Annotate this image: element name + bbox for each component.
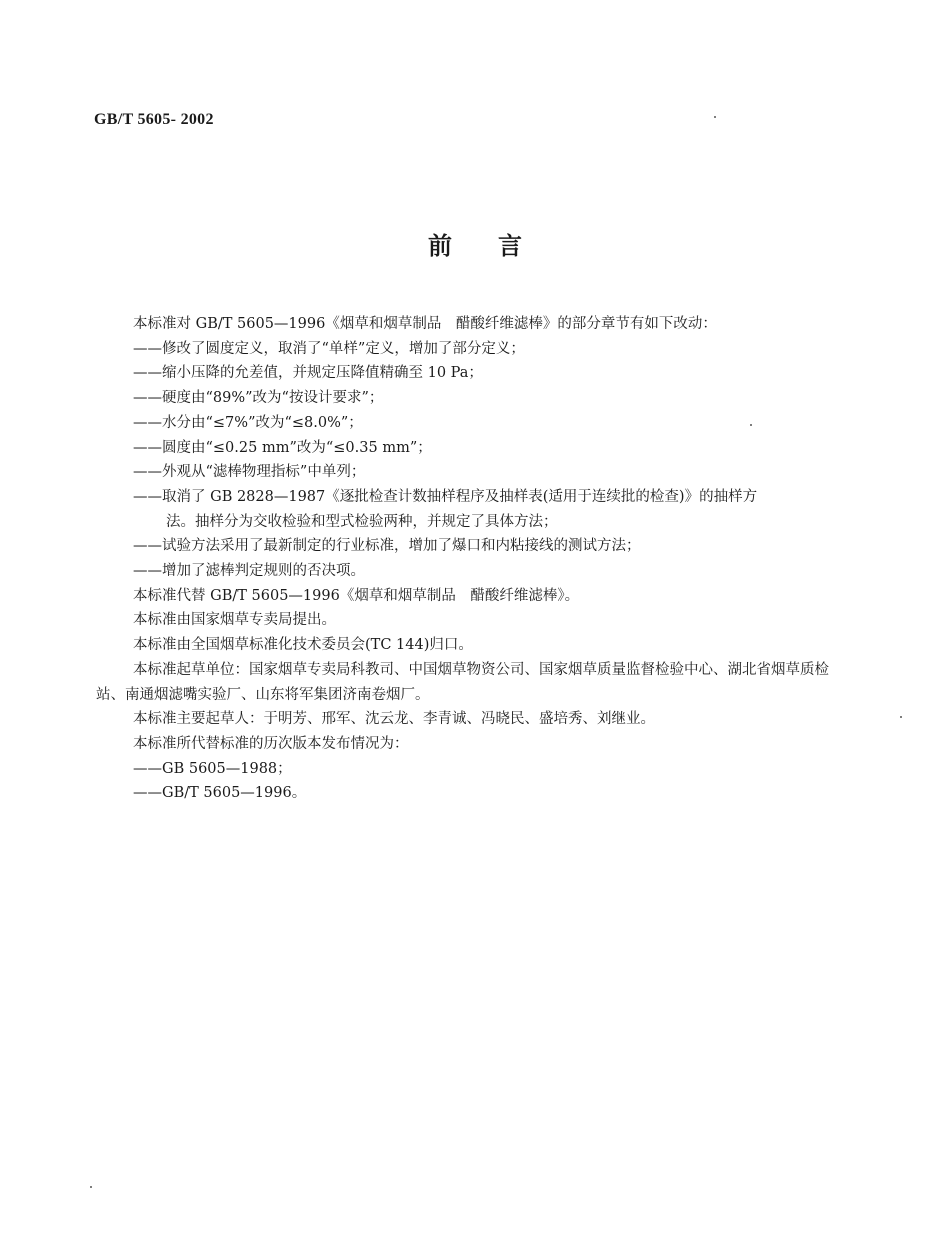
paragraph-intro: 本标准对 GB/T 5605—1996《烟草和烟草制品 醋酸纤维滤棒》的部分章节有如下改动： [133, 316, 717, 332]
list-item: ——试验方法采用了最新制定的行业标准，增加了爆口和内粘接线的测试方法； [133, 538, 641, 555]
list-item: ——圆度由“≤0.25 mm”改为“≤0.35 mm”； [133, 439, 432, 456]
preface-body [96, 312, 846, 806]
scan-speck [714, 116, 716, 118]
list-item: ——水分由“≤7%”改为“≤8.0%”； [133, 414, 363, 431]
list-item: ——取消了 GB 2828—1987《逐批检查计数抽样程序及抽样表(适用于连续批的检查)》的抽样方 [133, 488, 758, 505]
list-item: ——外观从“滤棒物理指标”中单列； [133, 464, 366, 481]
paragraph-replaces: 本标准代替 GB/T 5605—1996《烟草和烟草制品 醋酸纤维滤棒》。 [133, 587, 580, 604]
scan-speck [900, 716, 902, 718]
list-item: ——硬度由“89%”改为“按设计要求”； [133, 390, 384, 407]
list-item: ——GB 5605—1988； [133, 760, 292, 777]
paragraph-proposed-by: 本标准由国家烟草专卖局提出。 [133, 612, 336, 629]
scan-speck [750, 424, 752, 426]
page-title [0, 226, 950, 261]
title-char-1: 前 [428, 232, 452, 260]
list-item: ——修改了圆度定义，取消了“单样”定义，增加了部分定义； [133, 340, 525, 357]
paragraph-drafting-units: 本标准起草单位：国家烟草专卖局科教司、中国烟草物资公司、国家烟草质量监督检验中心、湖北省烟草质检站、南通烟滤嘴实验厂、山东将军集团济南卷烟厂。 [96, 661, 829, 703]
title-char-2: 言 [498, 232, 522, 260]
paragraph-drafters: 本标准主要起草人：于明芳、邢军、沈云龙、李青诚、冯晓民、盛培秀、刘继业。 [133, 711, 655, 728]
list-item: ——增加了滤棒判定规则的否决项。 [133, 563, 365, 580]
list-item: ——GB/T 5605—1996。 [133, 785, 307, 802]
list-item-continuation: 法。抽样分为交收检验和型式检验两种，并规定了具体方法； [166, 513, 558, 530]
standard-code: GB/T 5605- 2002 [94, 111, 214, 128]
list-item: ——缩小压降的允差值，并规定压降值精确至 10 Pa； [133, 365, 483, 382]
paragraph-history: 本标准所代替标准的历次版本发布情况为： [133, 735, 409, 752]
paragraph-centralized-by: 本标准由全国烟草标准化技术委员会(TC 144)归口。 [133, 637, 473, 654]
scan-speck [90, 1186, 92, 1188]
